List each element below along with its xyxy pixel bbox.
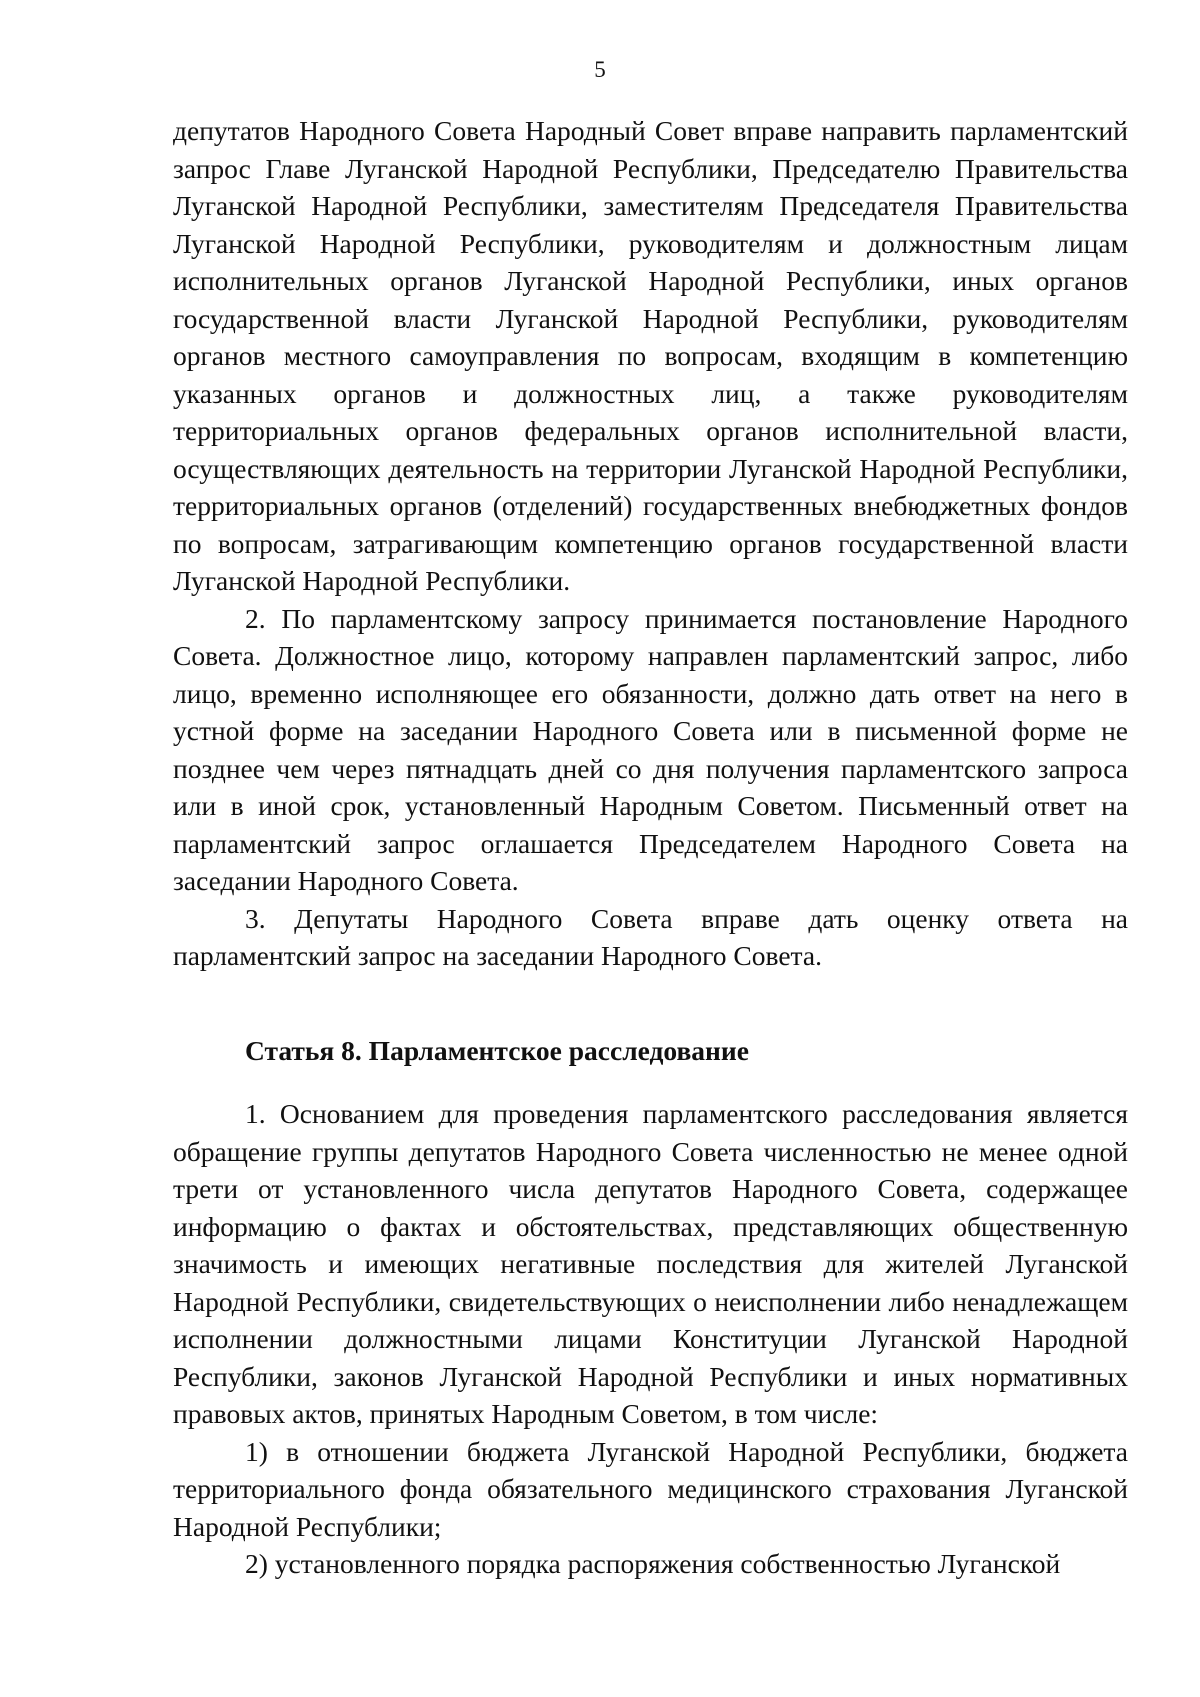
list-item-2: 2) установленного порядка распоряжения собственностью Луганской xyxy=(245,1548,1061,1579)
page-number: 5 xyxy=(594,57,606,82)
article-8-body xyxy=(173,1095,1128,1583)
paragraph-item-3: 3. Депутаты Народного Совета вправе дать оценку ответа на парламентский запрос на заседании Народного Совета. xyxy=(173,902,1128,971)
paragraph-continued: депутатов Народного Совета Народный Совет вправе направить парламентский запрос Главе Луганской Народной Республики, Председателю Правительства Луганской Народной Республики, заместителям Председателя Правительства Луганской Народной Республики, руководителям и должностным лицам исполнительных органов Луганской Народной Республики, иных органов государственной власти Луганской Народной Республики, руководителям органов местного самоуправления по вопросам, входящим в компетенцию указанных органов и должностных лиц, а также руководителям территориальных органов федеральных органов исполнительной власти, осуществляющих деятельность на территории Луганской Народной Республики, территориальных органов (отделений) государственных внебюджетных фондов по вопросам, затрагивающим компетенцию органов государственной власти Луганской Народной Республики. xyxy=(173,115,1128,596)
article-heading: Статья 8. Парламентское расследование xyxy=(245,1035,749,1066)
paragraph-item-2: 2. По парламентскому запросу принимается постановление Народного Совета. Должностное лицо, которому направлен парламентский запрос, либо лицо, временно исполняющее его обязанности, должно дать ответ на него в устной форме на заседании Народного Совета или в письменной форме не позднее чем через пятнадцать дней со дня получения парламентского запроса или в иной срок, установленный Народным Советом. Письменный ответ на парламентский запрос оглашается Председателем Народного Совета на заседании Народного Совета. xyxy=(173,602,1128,896)
paragraph-item-1: 1. Основанием для проведения парламентского расследования является обращение группы депутатов Народного Совета численностью не менее одной трети от установленного числа депутатов Народного Совета, содержащее информацию о фактах и обстоятельствах, представляющих общественную значимость и имеющих негативные последствия для жителей Луганской Народной Республики, свидетельствующих о неисполнении либо ненадлежащем исполнении должностными лицами Конституции Луганской Народной Республики, законов Луганской Народной Республики и иных нормативных правовых актов, принятых Народным Советом, в том числе: xyxy=(173,1098,1128,1429)
continued-text-section xyxy=(173,112,1128,975)
list-item-1: 1) в отношении бюджета Луганской Народной Республики, бюджета территориального фонда обязательного медицинского страхования Луганской Народной Республики; xyxy=(173,1435,1128,1542)
